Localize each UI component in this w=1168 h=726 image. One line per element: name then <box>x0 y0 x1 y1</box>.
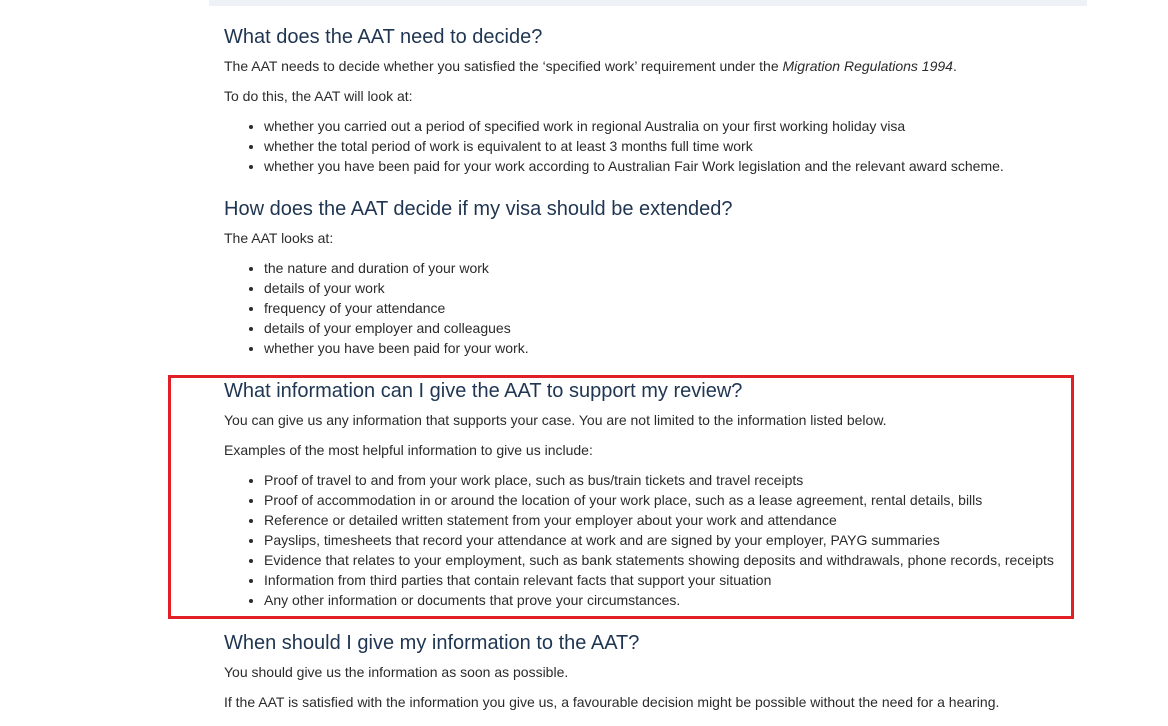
list-item: • details of your employer and colleagues <box>264 318 1124 338</box>
section-how-aat-decides <box>224 197 1124 358</box>
section-paragraph: To do this, the AAT will look at: <box>224 88 413 104</box>
list-item: • Proof of travel to and from your work place, such as bus/train tickets and travel receipts <box>264 470 1124 490</box>
list-item: • whether you have been paid for your work according to Australian Fair Work legislation and the relevant award scheme. <box>264 156 1124 176</box>
list-item: • Information from third parties that contain relevant facts that support your situation <box>264 570 1124 590</box>
section-paragraph: You can give us any information that supports your case. You are not limited to the information listed below. <box>224 412 887 428</box>
section-heading: What does the AAT need to decide? <box>224 26 543 48</box>
list-item: • Evidence that relates to your employment, such as bank statements showing deposits and withdrawals, phone records, receipts <box>264 550 1124 570</box>
highlight-box <box>168 375 1074 619</box>
list-item: • Reference or detailed written statement from your employer about your work and attendance <box>264 510 1124 530</box>
regulations-title: Migration Regulations 1994 <box>782 58 953 74</box>
section-paragraph: The AAT needs to decide whether you satisfied the ‘specified work’ requirement under the Migration Regulations 1994. <box>224 58 957 74</box>
list-item: • frequency of your attendance <box>264 298 1124 318</box>
section-paragraph: Examples of the most helpful information to give us include: <box>224 442 593 458</box>
section-heading: How does the AAT decide if my visa should be extended? <box>224 198 733 220</box>
list-item: • details of your work <box>264 278 1124 298</box>
criteria-list <box>224 116 1124 176</box>
list-item: • Payslips, timesheets that record your attendance at work and are signed by your employer, PAYG summaries <box>264 530 1124 550</box>
section-paragraph: If the AAT is satisfied with the information you give us, a favourable decision might be possible without the need for a hearing. <box>224 694 1000 710</box>
list-item: • whether you carried out a period of specified work in regional Australia on your first working holiday visa <box>264 116 1124 136</box>
factors-list <box>224 258 1124 358</box>
list-item: • whether the total period of work is equivalent to at least 3 months full time work <box>264 136 1124 156</box>
list-item: • the nature and duration of your work <box>264 258 1124 278</box>
top-divider-bar <box>209 0 1087 6</box>
section-paragraph: The AAT looks at: <box>224 230 334 246</box>
list-item: • Proof of accommodation in or around the location of your work place, such as a lease agreement, rental details, bills <box>264 490 1124 510</box>
list-item: • Any other information or documents that prove your circumstances. <box>264 590 1124 610</box>
section-heading: When should I give my information to the AAT? <box>224 632 640 654</box>
section-what-aat-decides <box>224 25 1124 176</box>
section-heading: What information can I give the AAT to support my review? <box>224 380 743 402</box>
section-paragraph: You should give us the information as soon as possible. <box>224 664 569 680</box>
section-when-to-give <box>224 631 1124 712</box>
list-item: • whether you have been paid for your work. <box>264 338 1124 358</box>
